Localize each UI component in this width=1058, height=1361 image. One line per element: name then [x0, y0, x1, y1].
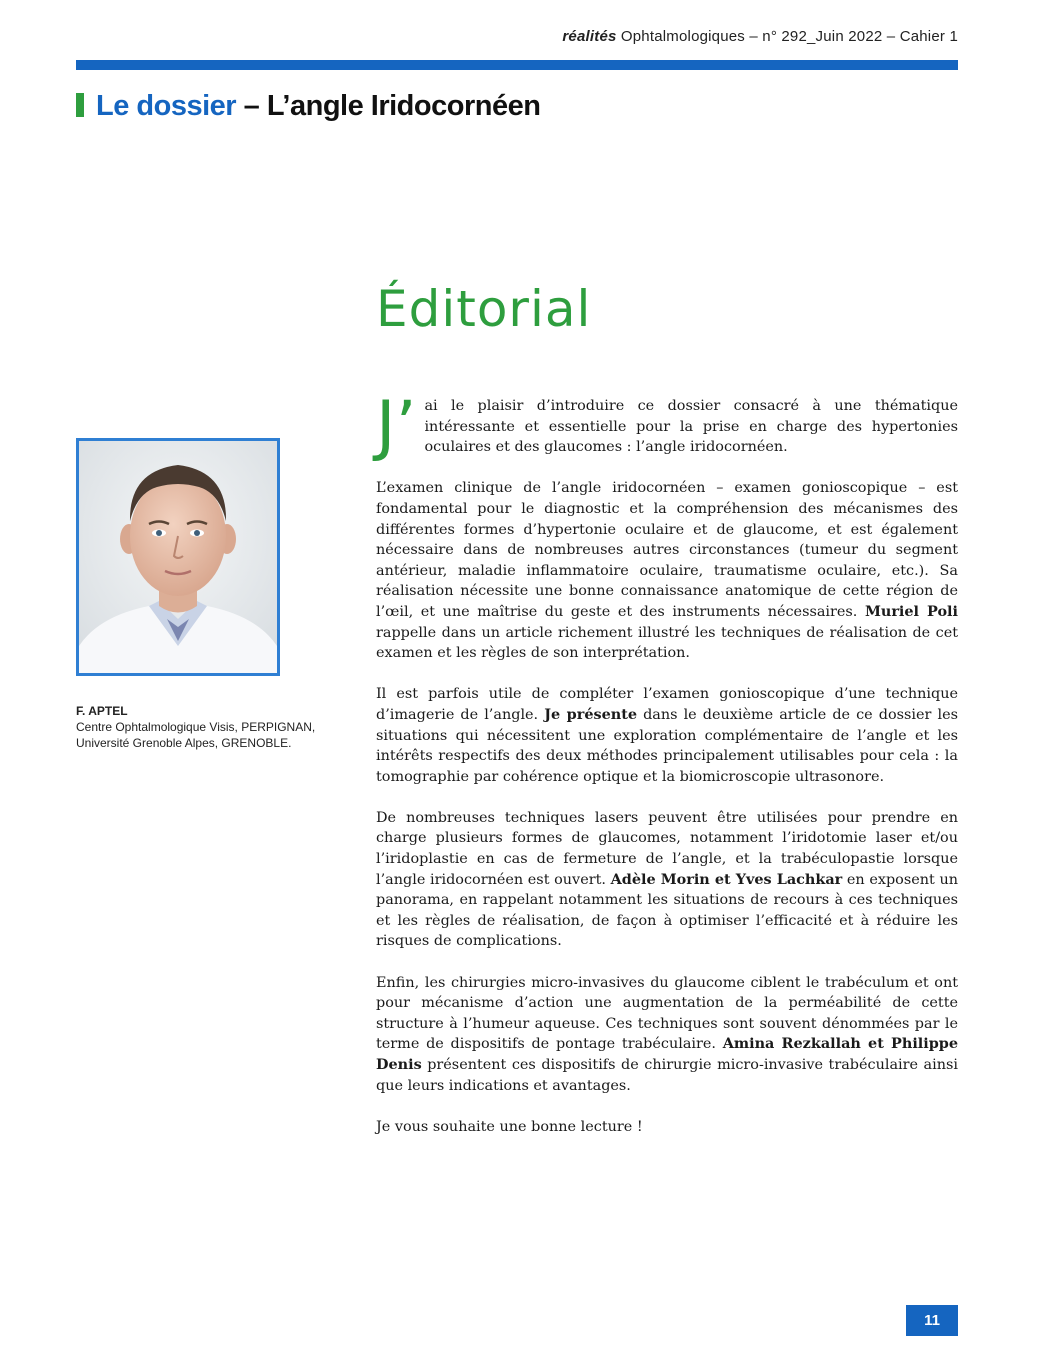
section-title [76, 90, 540, 123]
author-affiliation-line2: Université Grenoble Alpes, GRENOBLE. [76, 736, 292, 750]
author-photo [76, 438, 280, 676]
author-credit [76, 703, 336, 751]
closing-line: Je vous souhaite une bonne lecture ! [376, 1118, 643, 1135]
paragraph-4-text-a: De nombreuses techniques lasers peuvent être utilisées pour prendre en charge plusieurs formes de glaucomes, notamment l’iridotomie laser et/ou l’iridoplastie en cas de fermeture de l’angle, et la trabéculopastie lorsque l’angle iridocornéen est ouvert. [376, 809, 958, 888]
author-portrait-image [79, 441, 277, 673]
paragraph-4 [376, 808, 958, 952]
paragraph-2 [376, 478, 958, 663]
paragraph-3-text-a: Il est parfois utile de compléter l’examen gonioscopique d’une technique d’imagerie de l’angle. [376, 686, 958, 723]
paragraph-3-text-b: dans le deuxième article de ce dossier les situations qui nécessitent une exploration complémentaire de l’angle et les intérêts respectifs des deux méthodes principalement utilisables pour cela : la tomographie par cohérence optique et la biomicroscopie ultrasonore. [376, 706, 958, 785]
page-number: 11 [906, 1305, 958, 1336]
issue-info: Ophtalmologiques – n° 292_Juin 2022 – Cahier 1 [616, 28, 958, 45]
journal-brand: réalités [562, 28, 617, 45]
paragraph-1 [376, 387, 958, 464]
section-topic: L’angle Iridocornéen [266, 90, 541, 122]
author-mention-morin-lachkar: Adèle Morin et Yves Lachkar [610, 870, 843, 888]
section-marker [76, 93, 84, 117]
header-rule [76, 60, 958, 70]
author-mention-self: Je présente [544, 705, 637, 723]
drop-cap: J’ [376, 387, 417, 464]
paragraph-1-text: ai le plaisir d’introduire ce dossier consacré à une thématique intéressante et essentielle pour la prise en charge des hypertonies oculaires et des glaucomes : l’angle iridocornéen. [424, 398, 958, 456]
author-mention-rezkallah-denis: Amina Rezkallah et Philippe Denis [376, 1035, 958, 1073]
paragraph-4-text-b: en exposent un panorama, en rappelant notamment les situations de recours à ces techniques et les règles de réalisation, de façon à optimiser l’efficacité et à réduire les risques de complications. [376, 871, 958, 950]
paragraph-2-text-b: rappelle dans un article richement illustré les techniques de réalisation de cet examen et les règles de son interprétation. [376, 624, 958, 662]
section-dash: – [236, 90, 267, 122]
paragraph-5 [376, 973, 958, 1097]
paragraph-3 [376, 684, 958, 787]
paragraph-5-text-b: présentent ces dispositifs de chirurgie micro-invasive trabéculaire ainsi que leurs indications et avantages. [376, 1057, 958, 1094]
editorial-heading: Éditorial [376, 280, 592, 338]
running-header [562, 28, 958, 45]
author-mention-poli: Muriel Poli [864, 602, 958, 620]
author-affiliation-line1: Centre Ophtalmologique Visis, PERPIGNAN, [76, 720, 316, 734]
paragraph-5-text-a: Enfin, les chirurgies micro-invasives du glaucome ciblent le trabéculum et ont pour mécanisme d’action une augmentation de la perméabilité de cette structure à l’humeur aqueuse. Ces techniques sont souvent dénommées par le terme de dispositifs de pontage trabéculaire. [376, 974, 958, 1053]
author-name: F. APTEL [76, 704, 128, 718]
editorial-body [376, 387, 958, 1158]
paragraph-2-text-a: L’examen clinique de l’angle iridocornéen – examen gonioscopique – est fondamental pour le diagnostic et la compréhension des mécanismes des différentes formes d’hypertonie oculaire et de glaucome, et est également nécessaire dans de nombreuses autres circonstances (tumeur du segment antérieur, maladie inflammatoire oculaire, traumatisme oculaire, etc.). Sa réalisation nécessite une bonne connaissance anatomique de cette région de l’œil, et une maîtrise du geste et des instruments nécessaires. [376, 480, 958, 620]
section-kicker: Le dossier [96, 90, 237, 122]
